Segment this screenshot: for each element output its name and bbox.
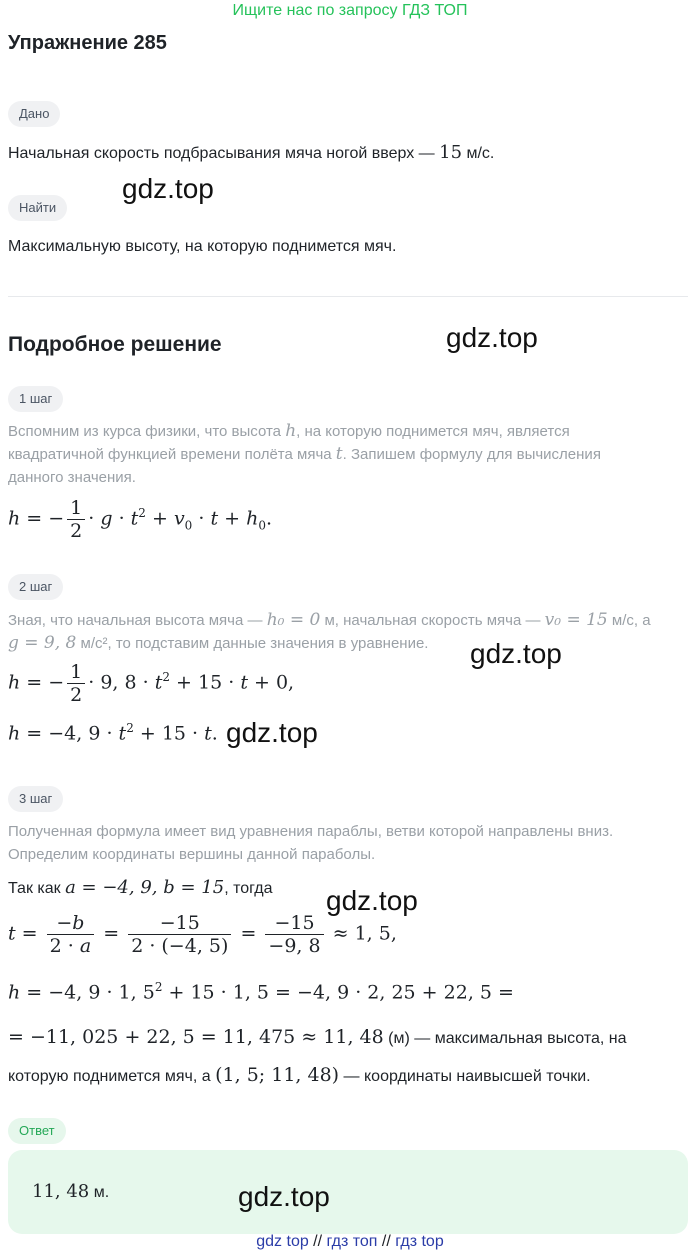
given-badge: Дано [8,101,60,127]
result-text: которую поднимется мяч, а [8,1068,216,1085]
solution-title: Подробное решение [8,333,222,356]
var-t: t [335,444,343,464]
answer-badge: Ответ [8,1118,66,1144]
v0-value: v₀ = 15 [544,610,608,630]
coefficients: a = −4, 9, b = 15 [65,877,225,898]
result-text: — координаты наивысшей точки. [339,1068,591,1085]
divider [8,296,688,297]
since-text: Так как [8,880,66,897]
formula-vertex-t: t = $\frac{-b}{2 \cdot a}$ = $\frac{-15}{2 \cdot (-4, 5)}$ = $\frac{-15}{-9, 8}$ ≈ 1, 5, [8,912,397,957]
step2-text-part: Зная, что начальная высота мяча — [8,612,267,629]
step2-text [8,609,698,655]
result-line-2 [8,1064,591,1088]
watermark: gdz.top [238,1181,330,1212]
step1-text [8,420,688,489]
var-h: h [285,421,297,441]
h0-value: h₀ = 0 [266,610,321,630]
given-text [8,142,494,165]
find-badge: Найти [8,195,67,221]
step1-text-part: , на которую поднимется мяч, является [296,423,570,440]
find-text: Максимальную высоту, на которую поднимется мяч. [8,238,397,255]
watermark: gdz.top [470,638,562,669]
step1-text-part: данного значения. [8,469,136,486]
answer-text [32,1181,109,1204]
footer-separator: // [377,1233,396,1250]
g-value: g = 9, 8 [8,633,77,653]
result-line: = −11, 025 + 22, 5 = 11, 475 ≈ 11, 48 (м) — максимальная высота, на [8,1026,627,1048]
watermark: gdz.top [326,885,418,916]
since-text: , тогда [224,880,273,897]
step2-text-part: м, начальная скорость мяча — [320,612,545,629]
step2-text-part: м/с, а [607,612,651,629]
answer-unit: м. [89,1184,110,1201]
step2-text-part: м/с², то подставим данные значения в уравнение. [76,635,429,652]
given-value: 15 [439,142,463,163]
step3-text-part: Полученная формула имеет вид уравнения параблы, ветви которой направлены вниз. [8,823,614,840]
given-unit: м/с. [462,145,495,162]
answer-box [8,1150,688,1234]
since-line [8,877,272,900]
result-text: (м) — максимальная высота, на [383,1030,627,1047]
formula-vertex-h: h = −4, 9 · 1, $5^2 + 15 \cdot 1$, 5 = −4, 9 · 2, 25 + 22, 5 = [8,980,514,1004]
watermark: gdz.top [226,717,318,748]
watermark: gdz.top [122,173,214,204]
formula-simplified: h = −4, $9 \cdot t^2 + 15 \cdot t$. [8,721,218,745]
answer-value: 11, 48 [32,1181,90,1202]
page-title: Упражнение 285 [8,32,167,54]
watermark: gdz.top [446,322,538,353]
step1-text-part: квадратичной функцией времени полёта мяча [8,446,336,463]
footer-link-gdz-top-ru[interactable]: гдз топ [326,1233,378,1250]
footer-link-gdz-top[interactable]: gdz top [256,1233,309,1250]
footer-link-gdz-top-mixed[interactable]: гдз top [395,1233,444,1250]
step1-text-part: Вспомним из курса физики, что высота [8,423,286,440]
step2-badge: 2 шаг [8,574,63,600]
vertex-coordinates: (1, 5; 11, 48) [215,1064,340,1086]
given-text-body: Начальная скорость подбрасывания мяча ногой вверх — [8,145,440,162]
step3-text [8,820,698,866]
footer-separator: // [308,1233,327,1250]
footer-links [0,1233,700,1251]
step3-text-part: Определим координаты вершины данной параболы. [8,846,376,863]
formula-height: h = − $\frac{1}{2}$ · $g \cdot t^2 + v_0 \cdot t + h_0$. [8,497,273,542]
step3-badge: 3 шаг [8,786,63,812]
step1-text-part: . Запишем формулу для вычисления [342,446,601,463]
search-banner: Ищите нас по запросу ГДЗ ТОП [232,2,468,19]
step1-badge: 1 шаг [8,386,63,412]
formula-substituted: h = − $\frac{1}{2}$ · 9, $8 \cdot t^2 + 15 \cdot t + 0$, [8,661,295,706]
